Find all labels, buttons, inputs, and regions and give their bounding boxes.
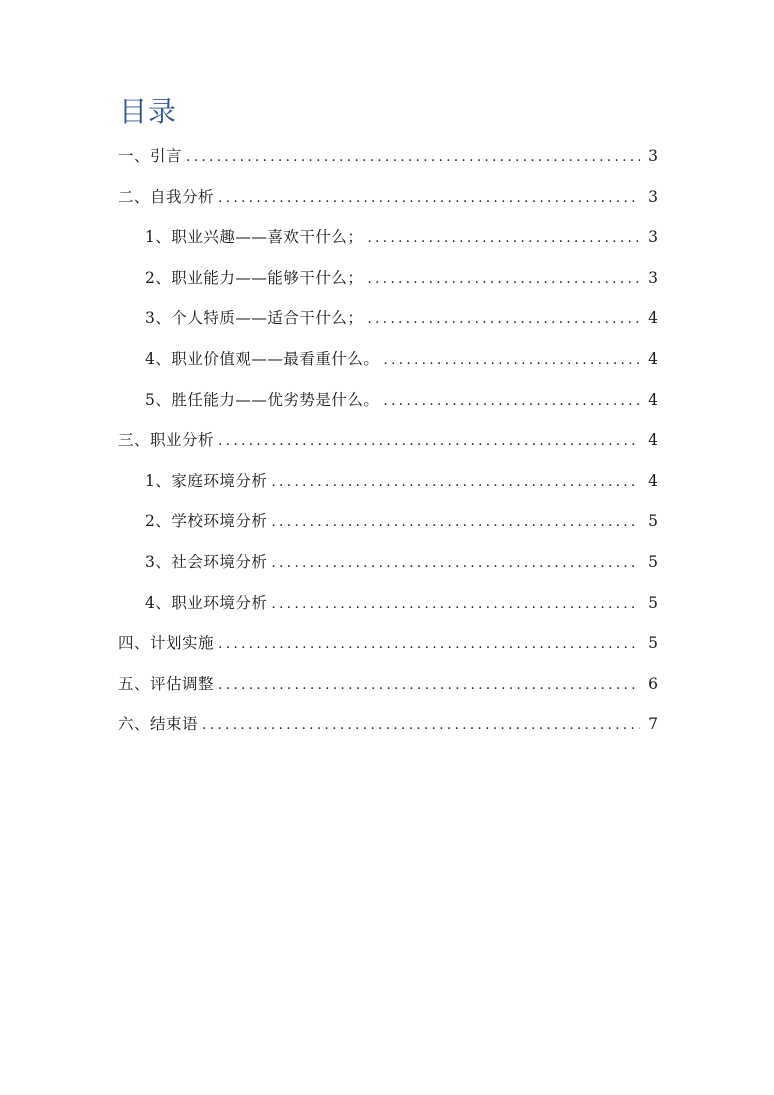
toc-entry[interactable] — [118, 583, 658, 624]
toc-entry-label: 3、个人特质——适合干什么； — [145, 309, 364, 328]
toc-entry-page: 5 — [648, 634, 658, 653]
toc-entry-page: 4 — [648, 390, 658, 409]
toc-entry-page: 3 — [648, 187, 658, 206]
toc-entry-label: 4、职业环境分析 — [145, 593, 268, 612]
toc-title: 目录 — [119, 95, 178, 128]
toc-leader-dots — [367, 218, 640, 259]
toc-entry[interactable] — [118, 380, 658, 421]
toc-entry-page: 6 — [648, 674, 658, 693]
toc-leader-dots — [271, 462, 640, 503]
toc-entry[interactable] — [118, 542, 658, 583]
toc-entry[interactable] — [118, 136, 658, 177]
toc-entry-label: 5、胜任能力——优劣势是什么。 — [145, 390, 380, 409]
toc-entry-page: 3 — [648, 268, 658, 287]
toc-entry-label: 四、计划实施 — [118, 634, 215, 653]
toc-entry-label: 1、职业兴趣——喜欢干什么； — [145, 228, 364, 247]
toc-entry[interactable] — [118, 461, 658, 502]
toc-entry-label: 六、结束语 — [118, 715, 199, 734]
toc-leader-dots — [383, 381, 640, 422]
toc-entry[interactable] — [118, 704, 658, 745]
toc-entry[interactable] — [118, 664, 658, 705]
toc-leader-dots — [218, 178, 640, 219]
toc-leader-dots — [186, 137, 640, 178]
toc-entry[interactable] — [118, 339, 658, 380]
toc-entry-page: 4 — [648, 309, 658, 328]
toc-entry-label: 一、引言 — [118, 147, 183, 165]
toc-entry-page: 5 — [648, 512, 658, 531]
toc-entry-page: 3 — [648, 228, 658, 247]
toc-entry-label: 五、评估调整 — [118, 674, 215, 693]
toc-entry-label: 2、职业能力——能够干什么； — [145, 268, 364, 287]
toc-entry[interactable] — [118, 217, 658, 258]
toc-leader-dots — [271, 584, 640, 625]
toc-entry-page: 4 — [648, 431, 658, 450]
toc-entry-page: 5 — [648, 593, 658, 612]
toc-entry-label: 3、社会环境分析 — [145, 552, 268, 571]
toc-leader-dots — [271, 543, 640, 584]
toc-entry-label: 二、自我分析 — [118, 187, 215, 206]
toc-entry[interactable] — [118, 623, 658, 664]
toc-entry-page: 4 — [648, 349, 658, 368]
toc-entry-page: 4 — [648, 471, 658, 490]
toc-entry-page: 7 — [648, 715, 658, 734]
toc-entry-label: 三、职业分析 — [118, 431, 215, 450]
toc-leader-dots — [383, 340, 640, 381]
toc-entry[interactable] — [118, 258, 658, 299]
toc-entry-label: 1、家庭环境分析 — [145, 471, 268, 490]
toc-entry-label: 4、职业价值观——最看重什么。 — [145, 349, 380, 368]
toc-leader-dots — [218, 421, 640, 462]
toc-list — [118, 136, 658, 745]
toc-entry[interactable] — [118, 298, 658, 339]
toc-entry-page: 3 — [648, 147, 658, 165]
toc-leader-dots — [367, 259, 640, 300]
toc-leader-dots — [367, 299, 640, 340]
toc-entry[interactable] — [118, 420, 658, 461]
toc-entry-label: 2、学校环境分析 — [145, 512, 268, 531]
toc-leader-dots — [218, 665, 640, 706]
toc-entry[interactable] — [118, 177, 658, 218]
toc-entry-page: 5 — [648, 552, 658, 571]
toc-leader-dots — [271, 502, 640, 543]
toc-leader-dots — [218, 624, 640, 665]
toc-leader-dots — [202, 705, 640, 746]
toc-entry[interactable] — [118, 501, 658, 542]
